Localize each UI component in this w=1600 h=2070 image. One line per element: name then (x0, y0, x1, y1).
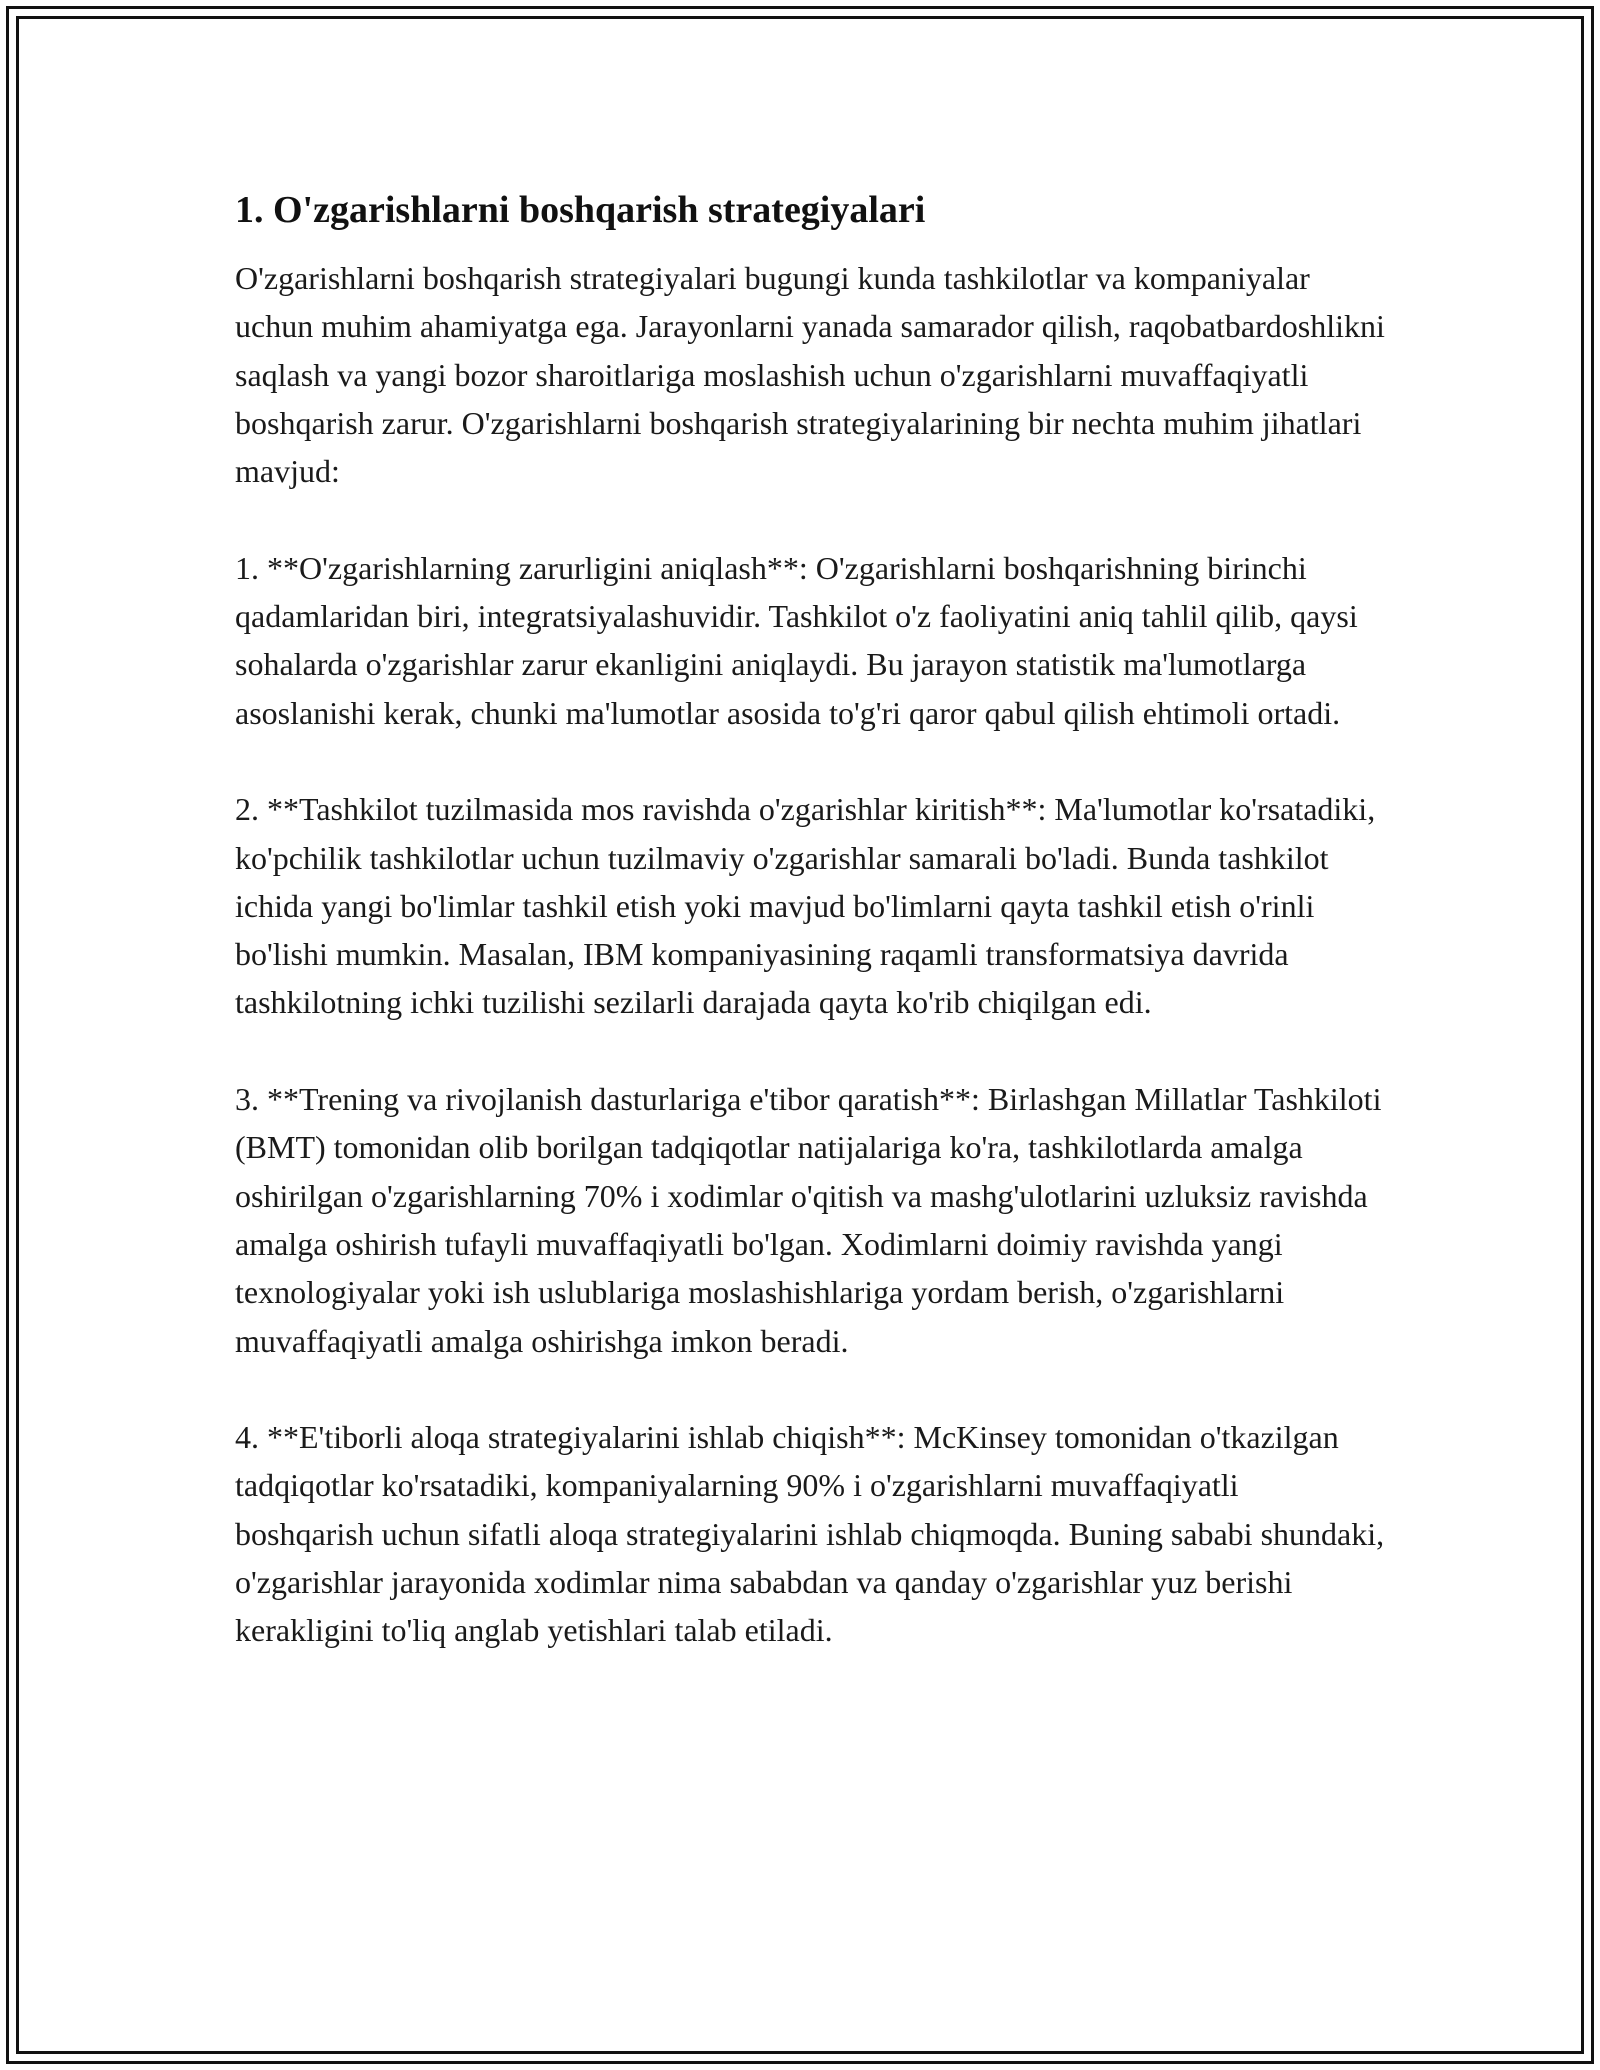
list-item-1: 1. **O'zgarishlarning zarurligini aniqlash**: O'zgarishlarni boshqarishning birinchi qadamlaridan biri, integratsiyalashuvidir. Tashkilot o'z faoliyatini aniq tahlil qilib, qaysi sohalarda o'zgarishlar zarur ekanligini aniqlaydi. Bu jarayon statistik ma'lumotlarga asoslanishi kerak, chunki ma'lumotlar asosida to'g'ri qaror qabul qilish ehtimoli ortadi. (235, 549, 1358, 731)
document-title: 1. O'zgarishlarni boshqarish strategiyalari (235, 189, 926, 231)
list-item-3: 3. **Trening va rivojlanish dasturlariga e'tibor qaratish**: Birlashgan Millatlar Tashkiloti (BMT) tomonidan olib borilgan tadqiqotlar natijalariga ko'ra, tashkilotlarda amalga oshirilgan o'zgarishlarning 70% i xodimlar o'qitish va mashg'ulotlarini uzluksiz ravishda amalga oshirish tufayli muvaffaqiyatli bo'lgan. Xodimlarni doimiy ravishda yangi texnologiyalar yoki ish uslublariga moslashishlariga yordam berish, o'zgarishlarni muvaffaqiyatli amalga oshirishga imkon beradi. (235, 1081, 1382, 1359)
document-body (235, 186, 1385, 1703)
list-item-2: 2. **Tashkilot tuzilmasida mos ravishda o'zgarishlar kiritish**: Ma'lumotlar ko'rsatadiki, ko'pchilik tashkilotlar uchun tuzilmaviy o'zgarishlar samarali bo'ladi. Bunda tashkilot ichida yangi bo'limlar tashkil etish yoki mavjud bo'limlarni qayta tashkil etish o'rinli bo'lishi mumkin. Masalan, IBM kompaniyasining raqamli transformatsiya davrida tashkilotning ichki tuzilishi sezilarli darajada qayta ko'rib chiqilgan edi. (235, 791, 1376, 1021)
intro-paragraph: O'zgarishlarni boshqarish strategiyalari bugungi kunda tashkilotlar va kompaniyalar uchun muhim ahamiyatga ega. Jarayonlarni yanada samarador qilish, raqobatbardoshlikni saqlash va yangi bozor sharoitlariga moslashish uchun o'zgarishlarni muvaffaqiyatli boshqarish zarur. O'zgarishlarni boshqarish strategiyalarining bir nechta muhim jihatlari mavjud: (235, 260, 1385, 490)
list-item-4: 4. **E'tiborli aloqa strategiyalarini ishlab chiqish**: McKinsey tomonidan o'tkazilgan tadqiqotlar ko'rsatadiki, kompaniyalarning 90% i o'zgarishlarni muvaffaqiyatli boshqarish uchun sifatli aloqa strategiyalarini ishlab chiqmoqda. Buning sababi shundaki, o'zgarishlar jarayonida xodimlar nima sababdan va qanday o'zgarishlar yuz berishi kerakligini to'liq anglab yetishlari talab etiladi. (235, 1419, 1385, 1649)
